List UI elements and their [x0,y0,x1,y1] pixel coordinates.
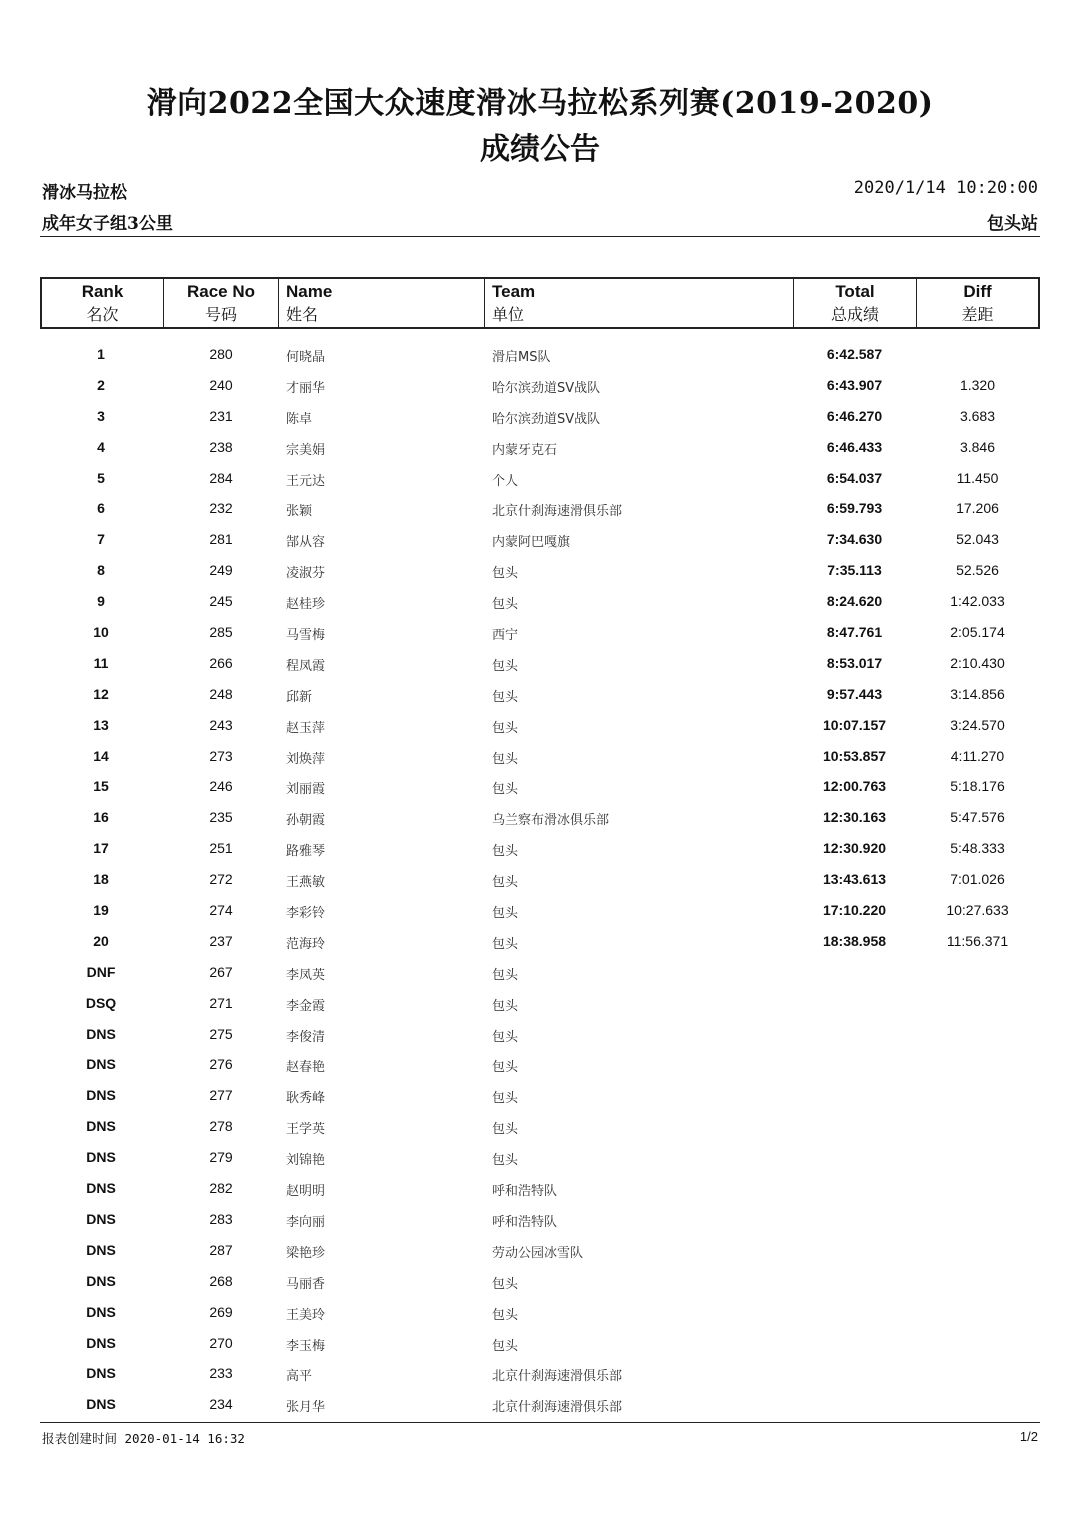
cell-rank: 2 [97,376,105,393]
cell-team: 包头 [492,1060,519,1076]
table-row [40,370,1040,401]
cell-race-no: 280 [209,346,233,362]
cell-race-no: 245 [209,593,233,610]
cell-total: 10:53.857 [822,747,887,764]
cell-race-no: 276 [209,1056,233,1073]
cell-name: 李俊清 [286,1029,326,1045]
cell-team: 包头 [492,1153,519,1169]
table-row [40,1173,1040,1204]
column-header-race-no-zh: 号码 [204,305,237,324]
cell-team: 滑启MS队 [492,350,551,365]
cell-race-no: 249 [209,562,233,579]
table-row [40,1297,1040,1328]
table-row [40,1142,1040,1173]
cell-total: 6:54.037 [826,469,883,486]
cell-name: 陈卓 [286,411,313,427]
cell-diff: 10:27.633 [946,902,1009,919]
table-row [40,1266,1040,1297]
cell-rank: DNS [86,1087,116,1104]
cell-diff: 3:24.570 [950,716,1005,733]
cell-rank: DNS [86,1025,116,1042]
cell-rank: DSQ [85,994,117,1011]
group-name: 成年女子组3公里 [42,214,173,234]
column-header-diff-zh: 差距 [961,305,994,324]
cell-total: 6:46.270 [826,407,883,424]
cell-name: 刘丽霞 [286,782,326,798]
cell-rank: 12 [93,685,109,702]
cell-race-no: 232 [209,500,233,517]
cell-name: 孙朝霞 [286,813,326,829]
column-header-total [794,279,917,327]
cell-team: 包头 [492,566,519,582]
results-table-body [40,339,1040,1420]
cell-race-no: 251 [209,840,233,857]
bottom-divider [40,1422,1040,1423]
cell-total: 12:30.163 [822,809,887,826]
cell-name: 宗美娟 [286,442,326,458]
cell-total: 18:38.958 [822,932,887,949]
cell-total: 6:46.433 [826,438,883,455]
cell-team: 包头 [492,844,519,860]
report-datetime: 2020/1/14 10:20:00 [853,178,1038,198]
column-header-total-en: Total [835,282,875,301]
table-row [40,1328,1040,1359]
cell-name: 耿秀峰 [286,1091,326,1107]
cell-rank: 10 [93,624,109,641]
cell-race-no: 248 [209,685,233,702]
column-header-diff [917,279,1038,327]
cell-diff: 11:56.371 [946,932,1009,949]
table-row [40,586,1040,617]
cell-name: 王美玲 [286,1307,326,1323]
cell-rank: DNS [86,1272,116,1289]
cell-team: 包头 [492,720,519,736]
cell-name: 李彩铃 [286,906,326,922]
table-row [40,648,1040,679]
cell-name: 张月华 [286,1400,326,1416]
table-row [40,771,1040,802]
cell-team: 西宁 [492,628,519,644]
event-name: 滑冰马拉松 [42,183,127,203]
cell-rank: DNS [86,1303,116,1320]
cell-team: 包头 [492,967,519,983]
table-row [40,895,1040,926]
cell-rank: 4 [97,438,105,455]
column-header-team-zh: 单位 [492,305,525,324]
cell-race-no: 287 [209,1241,233,1258]
cell-rank: DNS [86,1056,116,1073]
cell-race-no: 267 [209,963,233,980]
cell-name: 高平 [286,1369,313,1385]
cell-team: 北京什刹海速滑俱乐部 [492,504,623,520]
column-header-rank-zh: 名次 [86,305,119,324]
cell-rank: DNF [86,963,116,980]
cell-race-no: 243 [209,716,233,733]
cell-rank: 11 [93,654,109,671]
cell-name: 张颖 [286,504,313,520]
cell-team: 包头 [492,906,519,922]
station-name: 包头站 [987,214,1038,234]
table-row [40,710,1040,741]
cell-name: 才丽华 [286,380,326,396]
cell-total: 12:00.763 [822,778,887,795]
cell-diff: 2:10.430 [950,654,1005,671]
cell-race-no: 281 [209,531,233,548]
cell-race-no: 283 [209,1210,233,1227]
cell-name: 路雅琴 [286,844,326,860]
cell-rank: 9 [97,593,105,610]
cell-name: 李玉梅 [286,1338,326,1354]
cell-team: 包头 [492,689,519,705]
cell-team: 包头 [492,936,519,952]
column-header-rank [42,279,164,327]
cell-name: 李凤英 [286,967,326,983]
cell-total: 6:59.793 [826,500,883,517]
cell-team: 包头 [492,1029,519,1045]
cell-race-no: 270 [209,1334,233,1351]
table-row [40,679,1040,710]
cell-team: 个人 [492,473,519,489]
column-header-rank-en: Rank [81,282,124,301]
cell-race-no: 268 [209,1272,233,1289]
cell-race-no: 277 [209,1087,233,1104]
table-row [40,1111,1040,1142]
cell-team: 乌兰察布滑冰俱乐部 [492,813,610,829]
column-header-name-zh: 姓名 [286,305,319,324]
table-row [40,1049,1040,1080]
cell-name: 范海玲 [286,936,326,952]
cell-rank: 7 [97,531,105,548]
cell-race-no: 233 [209,1365,233,1382]
cell-rank: DNS [86,1241,116,1258]
table-row [40,988,1040,1019]
cell-race-no: 271 [209,994,233,1011]
report-title: 滑向2022全国大众速度滑冰马拉松系列赛(2019-2020) [146,86,934,121]
table-row [40,555,1040,586]
cell-team: 哈尔滨劲道SV战队 [492,411,601,427]
cell-race-no: 284 [209,469,233,486]
report-created-time: 报表创建时间 2020-01-14 16:32 [42,1431,245,1446]
cell-diff: 5:48.333 [950,840,1005,857]
cell-rank: 19 [93,902,109,919]
cell-team: 北京什刹海速滑俱乐部 [492,1400,623,1416]
table-row [40,1235,1040,1266]
table-row [40,463,1040,494]
cell-name: 何晓晶 [286,350,326,365]
cell-total: 17:10.220 [822,902,887,919]
cell-rank: 14 [93,747,109,764]
cell-rank: DNS [86,1149,116,1166]
cell-rank: 20 [93,932,109,949]
cell-diff: 2:05.174 [950,624,1005,641]
cell-name: 李金霞 [286,998,326,1014]
cell-rank: 15 [93,778,109,795]
cell-race-no: 231 [209,407,233,424]
cell-rank: 18 [93,871,109,888]
table-row [40,833,1040,864]
cell-diff: 17.206 [956,500,999,517]
cell-team: 包头 [492,998,519,1014]
cell-race-no: 272 [209,871,233,888]
table-row [40,1358,1040,1389]
table-row [40,524,1040,555]
cell-race-no: 238 [209,438,233,455]
cell-team: 包头 [492,1338,519,1354]
cell-team: 内蒙牙克石 [492,442,558,458]
cell-total: 7:34.630 [826,531,883,548]
cell-rank: 13 [93,716,109,733]
cell-diff: 11.450 [956,469,999,486]
cell-total: 8:53.017 [826,654,883,671]
cell-team: 哈尔滨劲道SV战队 [492,380,601,396]
cell-rank: 1 [97,346,105,362]
cell-diff: 7:01.026 [950,871,1005,888]
cell-rank: DNS [86,1334,116,1351]
cell-team: 呼和浩特队 [492,1214,558,1230]
cell-team: 包头 [492,875,519,891]
cell-total: 12:30.920 [822,840,887,857]
page-number: 1/2 [1019,1429,1038,1444]
cell-team: 包头 [492,751,519,767]
column-header-diff-en: Diff [963,282,992,301]
cell-diff: 52.526 [956,562,999,579]
cell-diff: 4:11.270 [950,747,1005,764]
cell-total: 10:07.157 [822,716,887,733]
table-row [40,864,1040,895]
cell-race-no: 282 [209,1180,233,1197]
cell-diff: 1.320 [959,376,996,393]
cell-name: 王元达 [286,473,326,489]
cell-diff: 5:47.576 [950,809,1005,826]
table-row [40,401,1040,432]
table-row [40,1019,1040,1050]
cell-name: 梁艳珍 [286,1245,326,1261]
cell-rank: 16 [93,809,109,826]
cell-name: 凌淑芬 [286,566,326,582]
cell-name: 赵玉萍 [286,720,326,736]
cell-team: 包头 [492,1122,519,1138]
cell-total: 7:35.113 [827,562,882,579]
table-row [40,741,1040,772]
cell-name: 程凤霞 [286,658,326,674]
cell-name: 马丽香 [286,1276,326,1292]
cell-name: 王燕敏 [286,875,326,891]
cell-rank: 5 [97,469,105,486]
cell-rank: 6 [97,500,105,517]
cell-team: 包头 [492,1307,519,1323]
cell-race-no: 237 [209,932,233,949]
cell-race-no: 240 [209,376,233,393]
table-row [40,1204,1040,1235]
cell-name: 郜从容 [286,535,326,551]
cell-rank: 3 [97,407,105,424]
table-row [40,493,1040,524]
table-row [40,339,1040,370]
cell-rank: DNS [86,1210,116,1227]
cell-diff: 3.683 [959,407,996,424]
cell-rank: DNS [86,1396,116,1413]
table-row [40,926,1040,957]
table-row [40,957,1040,988]
cell-total: 6:43.907 [826,376,883,393]
cell-rank: 8 [97,562,105,579]
cell-rank: DNS [86,1180,116,1197]
cell-race-no: 234 [209,1396,233,1413]
cell-rank: 17 [93,840,109,857]
cell-name: 刘锦艳 [286,1153,326,1169]
cell-diff: 3.846 [959,438,996,455]
column-header-race-no-en: Race No [186,282,256,301]
cell-diff: 5:18.176 [950,778,1005,795]
column-header-team [485,279,794,327]
column-header-name [279,279,485,327]
cell-race-no: 279 [209,1149,233,1166]
cell-race-no: 269 [209,1303,233,1320]
cell-total: 8:24.620 [826,593,883,610]
cell-race-no: 285 [209,624,233,641]
top-divider [40,236,1040,237]
table-row [40,802,1040,833]
cell-team: 包头 [492,597,519,613]
cell-name: 马雪梅 [286,628,326,644]
cell-name: 赵桂珍 [286,597,326,613]
cell-name: 赵春艳 [286,1060,326,1076]
cell-race-no: 266 [209,654,233,671]
table-row [40,617,1040,648]
table-row [40,1080,1040,1111]
cell-rank: DNS [86,1118,116,1135]
cell-team: 呼和浩特队 [492,1184,558,1200]
cell-diff: 1:42.033 [950,593,1005,610]
cell-name: 李向丽 [286,1214,326,1230]
cell-total: 6:42.587 [826,346,883,362]
column-header-race-no [164,279,279,327]
cell-rank: DNS [86,1365,116,1382]
column-header-team-en: Team [492,282,536,301]
column-header-name-en: Name [286,282,333,301]
cell-name: 邱新 [286,689,313,705]
cell-team: 北京什刹海速滑俱乐部 [492,1369,623,1385]
cell-diff: 3:14.856 [950,685,1005,702]
cell-total: 8:47.761 [826,624,883,641]
report-subtitle: 成绩公告 [480,132,600,167]
table-row [40,1389,1040,1420]
column-header-total-zh: 总成绩 [830,305,879,324]
table-header [40,277,1040,329]
cell-race-no: 273 [209,747,233,764]
cell-total: 9:57.443 [826,685,883,702]
cell-team: 包头 [492,1091,519,1107]
cell-team: 劳动公园冰雪队 [492,1245,584,1261]
cell-team: 包头 [492,1276,519,1292]
cell-name: 赵明明 [286,1184,326,1200]
cell-race-no: 274 [209,902,233,919]
cell-race-no: 246 [209,778,233,795]
cell-name: 刘焕萍 [286,751,326,767]
cell-race-no: 275 [209,1025,233,1042]
cell-team: 包头 [492,782,519,798]
cell-total: 13:43.613 [822,871,887,888]
cell-name: 王学英 [286,1122,326,1138]
cell-team: 内蒙阿巴嘎旗 [492,535,571,551]
table-row [40,432,1040,463]
cell-race-no: 235 [209,809,233,826]
cell-team: 包头 [492,658,519,674]
cell-diff: 52.043 [956,531,999,548]
cell-race-no: 278 [209,1118,233,1135]
